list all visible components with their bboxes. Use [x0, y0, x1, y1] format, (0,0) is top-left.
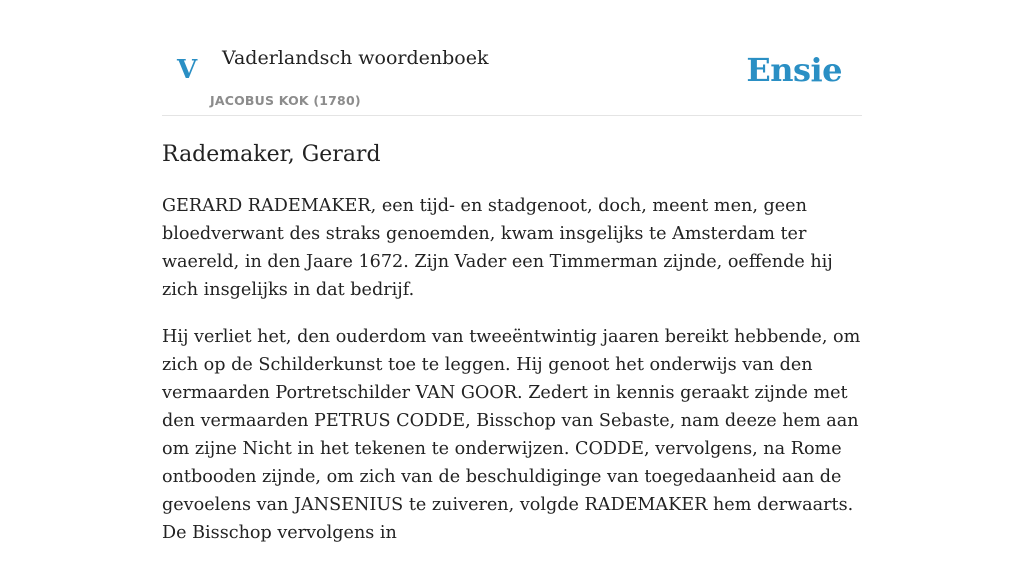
book-title-link[interactable]: Vaderlandsch woordenboek — [222, 47, 489, 69]
volume-letter-badge: V — [177, 55, 198, 85]
entry-body — [162, 192, 868, 566]
entry-paragraph: Hij verliet het, den ouderdom van tweeëntwintig jaaren bereikt hebbende, om zich op de Schilderkunst toe te leggen. Hij genoot het onderwijs van den vermaarden Portretschilder VAN GOOR. Zedert in kennis geraakt zijnde met den vermaarden PETRUS CODDE, Bisschop van Sebaste, nam deeze hem aan om zijne Nicht in het tekenen te onderwijzen. CODDE, vervolgens, na Rome ontbooden zijnde, om zich van de beschuldiginge van toegedaanheid aan de gevoelens van JANSENIUS te zuiveren, volgde RADEMAKER hem derwaarts. De Bisschop vervolgens in — [162, 327, 861, 543]
entry-title: Rademaker, Gerard — [162, 142, 381, 167]
ensie-logo-link[interactable]: Ensie — [746, 51, 842, 89]
book-header — [162, 0, 862, 116]
book-author: JACOBUS KOK (1780) — [210, 93, 361, 108]
entry-paragraph: GERARD RADEMAKER, een tijd- en stadgenoot, doch, meent men, geen bloedverwant des straks genoemden, kwam insgelijks te Amsterdam ter waereld, in den Jaare 1672. Zijn Vader een Timmerman zijnde, oeffende hij zich insgelijks in dat bedrijf. — [162, 196, 833, 300]
page — [162, 0, 862, 543]
